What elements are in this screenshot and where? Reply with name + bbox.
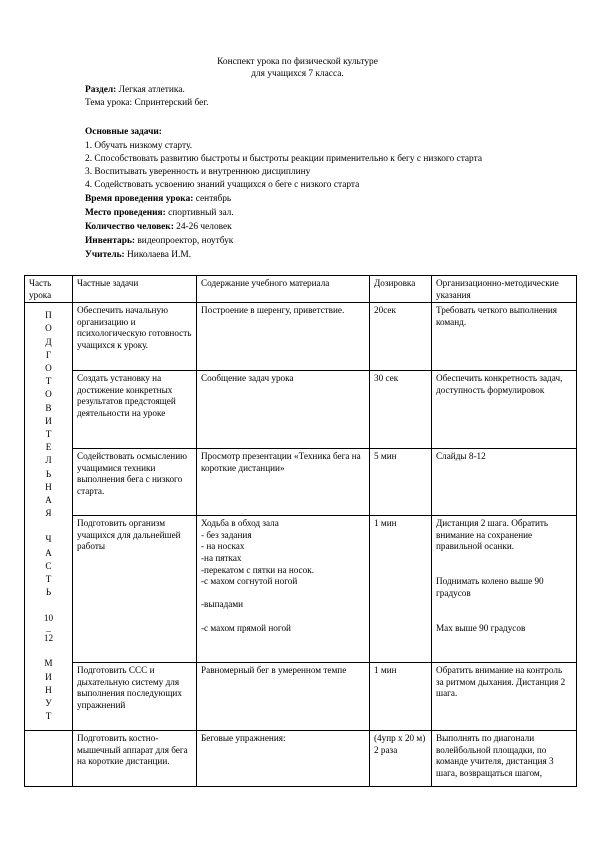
section-line [85,84,565,96]
dosage-cell: 5 мин [370,449,432,516]
task-item: 3. Воспитывать уверенность и внутреннюю дисциплину [85,167,311,177]
table-header-row [25,276,577,303]
task-item: 1. Обучать низкому старту. [85,141,193,151]
tasks-label: Основные задачи: [85,127,162,137]
teacher-label: Учитель: [85,250,125,260]
table-row [25,663,577,731]
count-line [85,221,565,233]
content-cell: Просмотр презентации «Техника бега на короткие дистанции» [197,449,370,516]
time-label: Время проведения урока: [85,194,194,204]
count-label: Количество человек: [85,222,174,232]
time-line [85,193,565,205]
task-cell: Обеспечить начальную организацию и психологическую готовность учащихся к уроку. [73,303,197,371]
table-row [25,303,577,371]
document-title-line2: для учащихся 7 класса. [251,69,344,79]
task-cell: Создать установку на достижение конкретных результатов предстоящей деятельности на уроке [73,371,197,449]
section-value: Легкая атлетика. [116,85,185,95]
task-cell: Подготовить организм учащихся для дальнейшей работы [73,516,197,663]
column-header: Организационно-методические указания [432,276,577,303]
topic-line [85,97,565,109]
place-value: спортивный зал. [165,208,234,218]
inventory-value: видеопроектор, ноутбук [135,236,234,246]
content-cell: Равномерный бег в умеренном темпе [197,663,370,731]
notes-cell: Обратить внимание на контроль за ритмом дыхания. Дистанция 2 шага. [432,663,577,731]
teacher-line [85,249,565,261]
topic-label: Тема урока: [85,98,133,108]
lesson-plan-table [24,275,577,787]
notes-cell: Выполнять по диагонали волейбольной площадки, по команде учителя, дистанция 3 шага, возвращаться шагом, [432,731,577,787]
time-value: сентябрь [193,194,232,204]
document-title-line1: Конспект урока по физической культуре [217,57,378,67]
content-cell: Беговые упражнения: [197,731,370,787]
task-cell: Подготовить костно-мышечный аппарат для бега на короткие дистанции. [73,731,197,787]
column-header: Частные задачи [73,276,197,303]
content-cell: Сообщение задач урока [197,371,370,449]
place-line [85,207,565,219]
column-header: Часть урока [25,276,73,303]
teacher-value: Николаева И.М. [124,250,192,260]
table-row [25,731,577,787]
dosage-cell: (4упр х 20 м) 2 раза [370,731,432,787]
table-row [25,516,577,663]
lesson-part-cell: П О Д Г О Т О В И Т Е Л Ь Н А Я Ч А С Т Ь 10 _ 12 М И Н У Т [25,303,73,731]
content-cell: Ходьба в обход зала - без задания - на носках -на пятках -перекатом с пятки на носок. -с махом согнутой ногой -выпадами -с махом прямой ногой [197,516,370,663]
inventory-label: Инвентарь: [85,236,136,246]
table-row [25,449,577,516]
dosage-cell: 1 мин [370,516,432,663]
section-label: Раздел: [85,85,117,95]
lesson-part-cell [25,731,73,787]
task-item: 4. Содействовать усвоению знаний учащихся о беге с низкого старта [85,180,360,190]
dosage-cell: 1 мин [370,663,432,731]
place-label: Место проведения: [85,208,166,218]
task-cell: Содействовать осмыслению учащимися техники выполнения бега с низкого старта. [73,449,197,516]
notes-cell: Обеспечить конкретность задач, доступность формулировок [432,371,577,449]
count-value: 24-26 человек [173,222,232,232]
task-item: 2. Способствовать развитию быстроты и быстроты реакции применительно к бегу с низкого старта [85,154,482,164]
notes-cell: Дистанция 2 шага. Обратить внимание на сохранение правильной осанки. Поднимать колено выше 90 градусов Мах выше 90 градусов [432,516,577,663]
dosage-cell: 20сек [370,303,432,371]
notes-cell: Слайды 8-12 [432,449,577,516]
task-cell: Подготовить ССС и дыхательную систему для выполнения последующих упражнений [73,663,197,731]
content-cell: Построение в шеренгу, приветствие. [197,303,370,371]
inventory-line [85,235,565,247]
column-header: Содержание учебного материала [197,276,370,303]
notes-cell: Требовать четкого выполнения команд. [432,303,577,371]
dosage-cell: 30 сек [370,371,432,449]
table-row [25,371,577,449]
topic-value: Спринтерский бег. [132,98,209,108]
column-header: Дозировка [370,276,432,303]
